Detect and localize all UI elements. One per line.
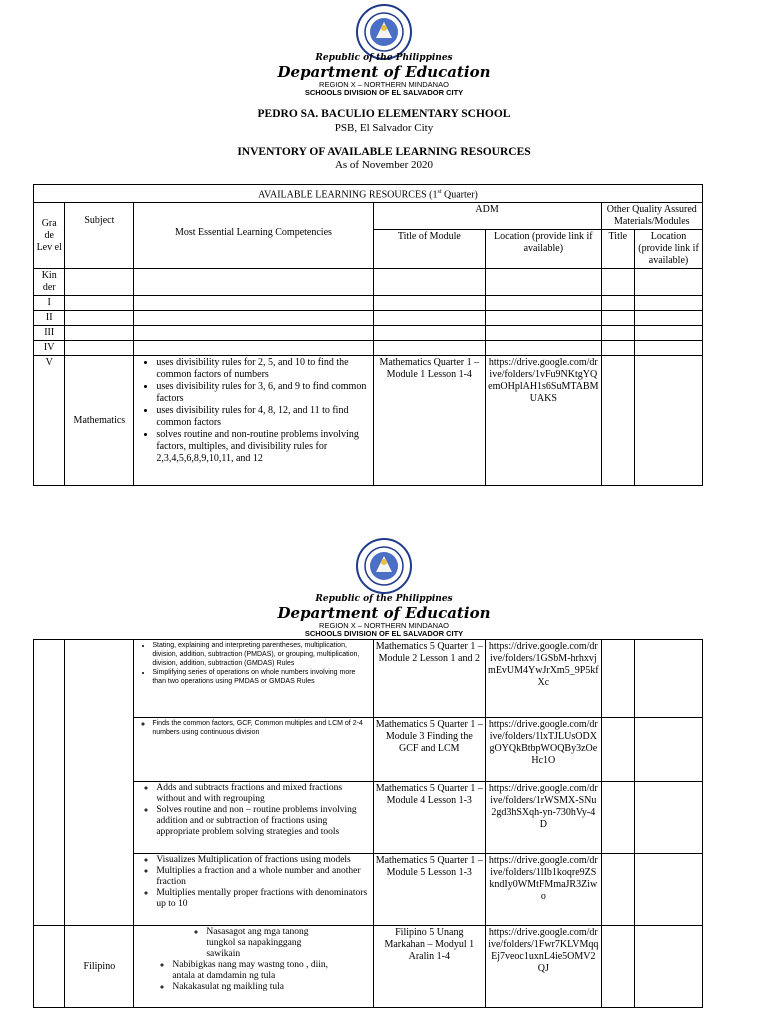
region-line-2: REGION X – NORTHERN MINDANAO — [319, 621, 449, 630]
division-line-2: SCHOOLS DIVISION OF EL SALVADOR CITY — [304, 629, 464, 638]
list-item: ◦ Nabibigkas nang may wastng tono , diin, antala at damdamin ng tula — [172, 960, 350, 982]
school-address: PSB, El Salvador City — [334, 122, 434, 134]
col-header-adm: ADM — [373, 203, 601, 230]
table-row — [34, 854, 703, 926]
table-row — [34, 356, 703, 486]
division-line: SCHOOLS DIVISION OF EL SALVADOR CITY — [304, 88, 464, 97]
list-item: • Simplifying series of operations on whole numbers involving more than two operations using PMDAS or GMDAS Rules — [152, 668, 370, 686]
competencies-cell — [134, 782, 373, 854]
grade-cell: I — [34, 296, 65, 311]
module-link[interactable]: https://drive.google.com/drive/folders/1GSbM-hrhxvjmEvUM4YwJrXm5_9P5kfXc — [486, 640, 602, 718]
list-item: • uses divisibility rules for 4, 8, 12, and 11 to find common factors — [156, 405, 370, 429]
col-header-title-module: Title of Module — [373, 230, 486, 269]
list-item: ◦ Finds the common factors, GCF, Common multiples and LCM of 2-4 numbers using continuous division — [152, 719, 370, 737]
table-row — [34, 269, 703, 296]
department-name-2: Department of Education — [277, 604, 491, 622]
table-row — [34, 296, 703, 311]
republic-line: Republic of the Philippines — [315, 53, 453, 63]
col-header-location: Location (provide link if available) — [486, 230, 602, 269]
deped-seal-logo-2 — [356, 538, 412, 594]
list-item: • solves routine and non-routine problems involving factors, multiples, and divisibility rules for 2,3,4,5,6,8,9,10,11, and 12 — [156, 429, 370, 465]
list-item: ◦ Adds and subtracts fractions and mixed fractions without and with regrouping — [156, 783, 370, 805]
deped-seal-logo — [356, 4, 412, 60]
module-title-cell: Mathematics 5 Quarter 1 – Module 5 Lesson 1-3 — [373, 854, 486, 926]
list-item: ◦ Nakakasulat ng maikling tula — [172, 982, 350, 993]
list-item: ◦ Solves routine and non – routine problems involving addition and or subtraction of fractions using appropriate problem solving strategies and tools — [156, 805, 370, 838]
list-item: • uses divisibility rules for 2, 5, and 10 to find the common factors of numbers — [156, 357, 370, 381]
module-title-cell: Mathematics 5 Quarter 1 – Module 2 Lesson 1 and 2 — [373, 640, 486, 718]
list-item: • uses divisibility rules for 3, 6, and 9 to find common factors — [156, 381, 370, 405]
col-header-melc: Most Essential Learning Competencies — [134, 203, 373, 269]
table-row — [34, 311, 703, 326]
module-title-cell: Mathematics 5 Quarter 1 – Module 4 Lesson 1-3 — [373, 782, 486, 854]
table-row — [34, 782, 703, 854]
competencies-cell — [134, 640, 373, 718]
module-title-cell: Filipino 5 Unang Markahan – Modyul 1 Aralin 1-4 — [373, 926, 486, 1008]
table-row — [34, 341, 703, 356]
module-title-cell: Mathematics Quarter 1 – Module 1 Lesson 1-4 — [373, 356, 486, 486]
list-item: ◦ Multiplies a fraction and a whole number and another fraction — [156, 866, 370, 888]
list-item: ◦ Multiplies mentally proper fractions with denominators up to 10 — [156, 888, 370, 910]
module-link[interactable]: https://drive.google.com/drive/folders/1rWSMX-SNu2gd3hSXqh-yn-730hVy-4D — [486, 782, 602, 854]
table-row — [34, 926, 703, 1008]
competencies-cell — [134, 926, 373, 1008]
resources-table-continued — [33, 639, 703, 1008]
competencies-cell — [134, 718, 373, 782]
col-header-grade: Gra de Lev el — [34, 203, 65, 269]
table-row — [34, 326, 703, 341]
col-header-other: Other Quality Assured Materials/Modules — [601, 203, 702, 230]
grade-cell: V — [34, 356, 65, 486]
module-link[interactable]: https://drive.google.com/drive/folders/1lIb1koqre9ZSkndIy0WMtFMmaJR3Ziwo — [486, 854, 602, 926]
list-item: ◦ Visualizes Multiplication of fractions using models — [156, 855, 370, 866]
module-title-cell: Mathematics 5 Quarter 1 – Module 3 Finding the GCF and LCM — [373, 718, 486, 782]
module-link[interactable]: https://drive.google.com/drive/folders/1lxTJLUsODXgOYQkBtbpWOQBy3zOeHc1O — [486, 718, 602, 782]
republic-line-2: Republic of the Philippines — [315, 594, 453, 604]
col-header-title: Title — [601, 230, 634, 269]
competencies-cell — [134, 854, 373, 926]
col-header-subject: Subject — [65, 203, 134, 269]
grade-cell: II — [34, 311, 65, 326]
subject-cell: Filipino — [65, 926, 134, 1008]
document-date: As of November 2020 — [334, 159, 434, 171]
module-link[interactable]: https://drive.google.com/drive/folders/1vFu9NKtgYQemOHplAH1s6SuMTABMUAKS — [486, 356, 602, 486]
col-header-location-2: Location (provide link if available) — [635, 230, 703, 269]
school-name: PEDRO SA. BACULIO ELEMENTARY SCHOOL — [257, 108, 511, 120]
department-name: Department of Education — [277, 63, 491, 81]
grade-cell: Kin der — [34, 269, 65, 296]
list-item: • Stating, explaining and interpreting parentheses, multiplication, division, addition, subtraction (PMDAS), or grouping, multiplication, division, addition, subtraction (GMDAS) Rules — [152, 641, 370, 668]
document-title: INVENTORY OF AVAILABLE LEARNING RESOURCES — [237, 146, 531, 158]
table-banner: AVAILABLE LEARNING RESOURCES (1st Quarter) — [34, 185, 703, 203]
grade-cell: III — [34, 326, 65, 341]
competencies-cell — [134, 356, 373, 486]
table-row — [34, 718, 703, 782]
list-item: ◦ Nasasagot ang mga tanong tungkol sa napakinggang sawikain — [206, 927, 320, 960]
grade-cell: IV — [34, 341, 65, 356]
region-line: REGION X – NORTHERN MINDANAO — [319, 80, 449, 89]
module-link[interactable]: https://drive.google.com/drive/folders/1Fwr7KLVMqqEj7veoc1uxnL4ie5OMV2QJ — [486, 926, 602, 1008]
resources-table — [33, 184, 703, 486]
table-row — [34, 640, 703, 718]
subject-cell: Mathematics — [65, 356, 134, 486]
